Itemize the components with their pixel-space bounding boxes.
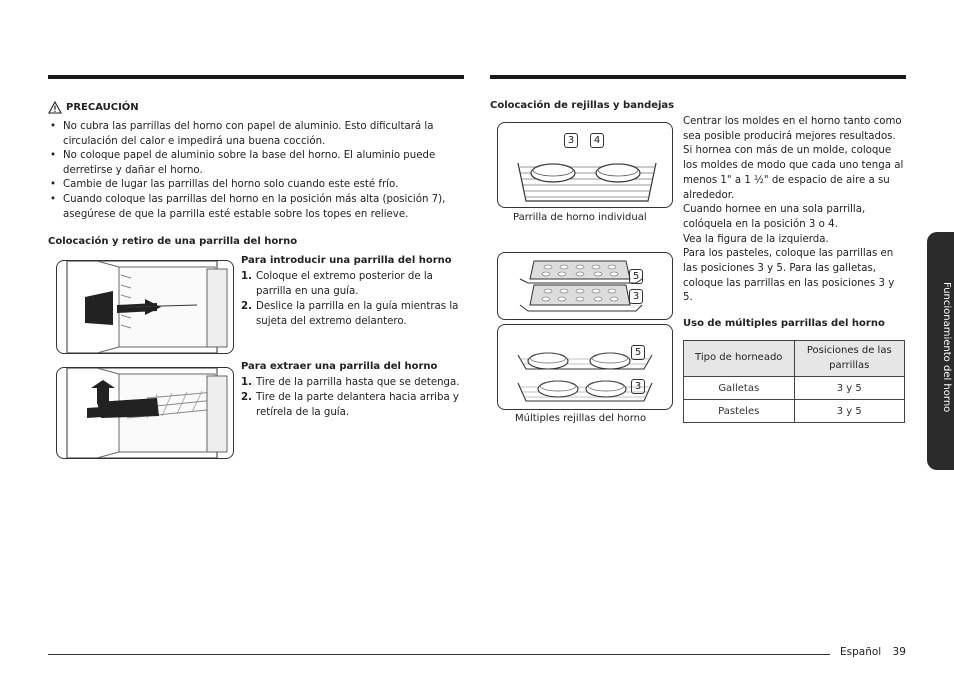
rack-section-title: Colocación y retiro de una parrilla del horno [48, 236, 298, 247]
section-side-tab [927, 232, 954, 470]
remove-steps [241, 375, 466, 420]
single-rack-illustration [498, 123, 672, 207]
table-cell: Pasteles [684, 400, 795, 423]
single-rack-figure [497, 122, 673, 208]
page-number: 39 [892, 646, 906, 658]
table-title: Uso de múltiples parrillas del horno [683, 318, 885, 329]
caution-item: • No coloque papel de aluminio sobre la base del horno. El aluminio puede derretirse y dañar el horno. [48, 149, 468, 178]
paragraph: Cuando hornee en una sola parrilla, colóquela en la posición 3 o 4. [683, 204, 866, 230]
paragraph: Si hornea con más de un molde, coloque los moldes de modo que cada uno tenga al menos 1" a 1 ½" de espacio de aire a su alrededor. [683, 145, 904, 201]
table-cell: Galletas [684, 377, 795, 400]
insert-title: Para introducir una parrilla del horno [241, 255, 452, 266]
rack-position-label: 5 [631, 345, 645, 360]
table-cell: 3 y 5 [794, 400, 905, 423]
multi-rack-caption: Múltiples rejillas del horno [515, 413, 647, 424]
footer-rule [48, 654, 830, 655]
table-row [684, 377, 905, 400]
top-rule-right [490, 75, 906, 79]
highlight: 4 [828, 218, 835, 230]
cookie-sheets-illustration [498, 253, 672, 319]
rack-position-label: 3 [631, 379, 645, 394]
list-item: 2. Tire de la parte delantera hacia arriba y retírela de la guía. [241, 392, 459, 418]
side-tab-label: Funcionamiento del horno [941, 282, 952, 413]
insert-rack-figure [56, 260, 234, 354]
rack-positions-table [683, 340, 905, 423]
list-item: 1. Tire de la parrilla hasta que se detenga. [241, 377, 460, 388]
rack-position-label: 3 [564, 133, 578, 148]
rack-position-label: 5 [629, 269, 643, 284]
oven-remove-illustration [57, 368, 233, 458]
footer-language: Español [840, 646, 882, 658]
multi-rack-cakes-figure [497, 324, 673, 410]
table-header-row [684, 341, 905, 377]
table-cell: 3 y 5 [794, 377, 905, 400]
caution-list [48, 120, 468, 222]
oven-insert-illustration [57, 261, 233, 353]
caution-title: PRECAUCIÓN [48, 101, 468, 114]
caution-block [48, 101, 468, 222]
pans-section-title: Colocación de rejillas y bandejas [490, 100, 675, 111]
multi-rack-cookies-figure [497, 252, 673, 320]
table-header: Tipo de horneado [684, 341, 795, 377]
rack-position-label: 3 [629, 289, 643, 304]
table-row [684, 400, 905, 423]
caution-item: • Cambie de lugar las parrillas del horno solo cuando este esté frío. [48, 178, 468, 193]
table-header: Posiciones de las parrillas [794, 341, 905, 377]
remove-rack-figure [56, 367, 234, 459]
warning-icon [48, 101, 62, 114]
insert-instructions [241, 255, 466, 329]
remove-instructions [241, 361, 466, 420]
top-rule-left [48, 75, 464, 79]
list-item: 1. Coloque el extremo posterior de la parrilla en una guía. [241, 271, 433, 297]
caution-item: • Cuando coloque las parrillas del horno en la posición más alta (posición 7), asegúrese de que la parrilla esté estable sobre los topes en relieve. [48, 193, 468, 222]
footer [840, 646, 906, 658]
paragraph: Vea la figura de la izquierda. [683, 233, 829, 245]
cake-pans-illustration [498, 325, 672, 409]
caution-item: • No cubra las parrillas del horno con papel de aluminio. Esto dificultará la circulación del calor e impedirá una buena cocción. [48, 120, 468, 149]
right-column-text [683, 115, 905, 306]
insert-steps [241, 269, 466, 329]
single-rack-caption: Parrilla de horno individual [513, 212, 647, 223]
paragraph: Para los pasteles, coloque las parrillas en las posiciones 3 y 5. Para las galletas, coloque las parrillas en las posiciones 3 y 5. [683, 248, 895, 304]
highlight: posición 3 [763, 218, 816, 230]
rack-position-label: 4 [590, 133, 604, 148]
list-item: 2. Deslice la parrilla en la guía mientras la sujeta del extremo delantero. [241, 301, 459, 327]
paragraph: Centrar los moldes en el horno tanto como sea posible producirá mejores resultados. [683, 116, 902, 142]
remove-title: Para extraer una parrilla del horno [241, 361, 438, 372]
